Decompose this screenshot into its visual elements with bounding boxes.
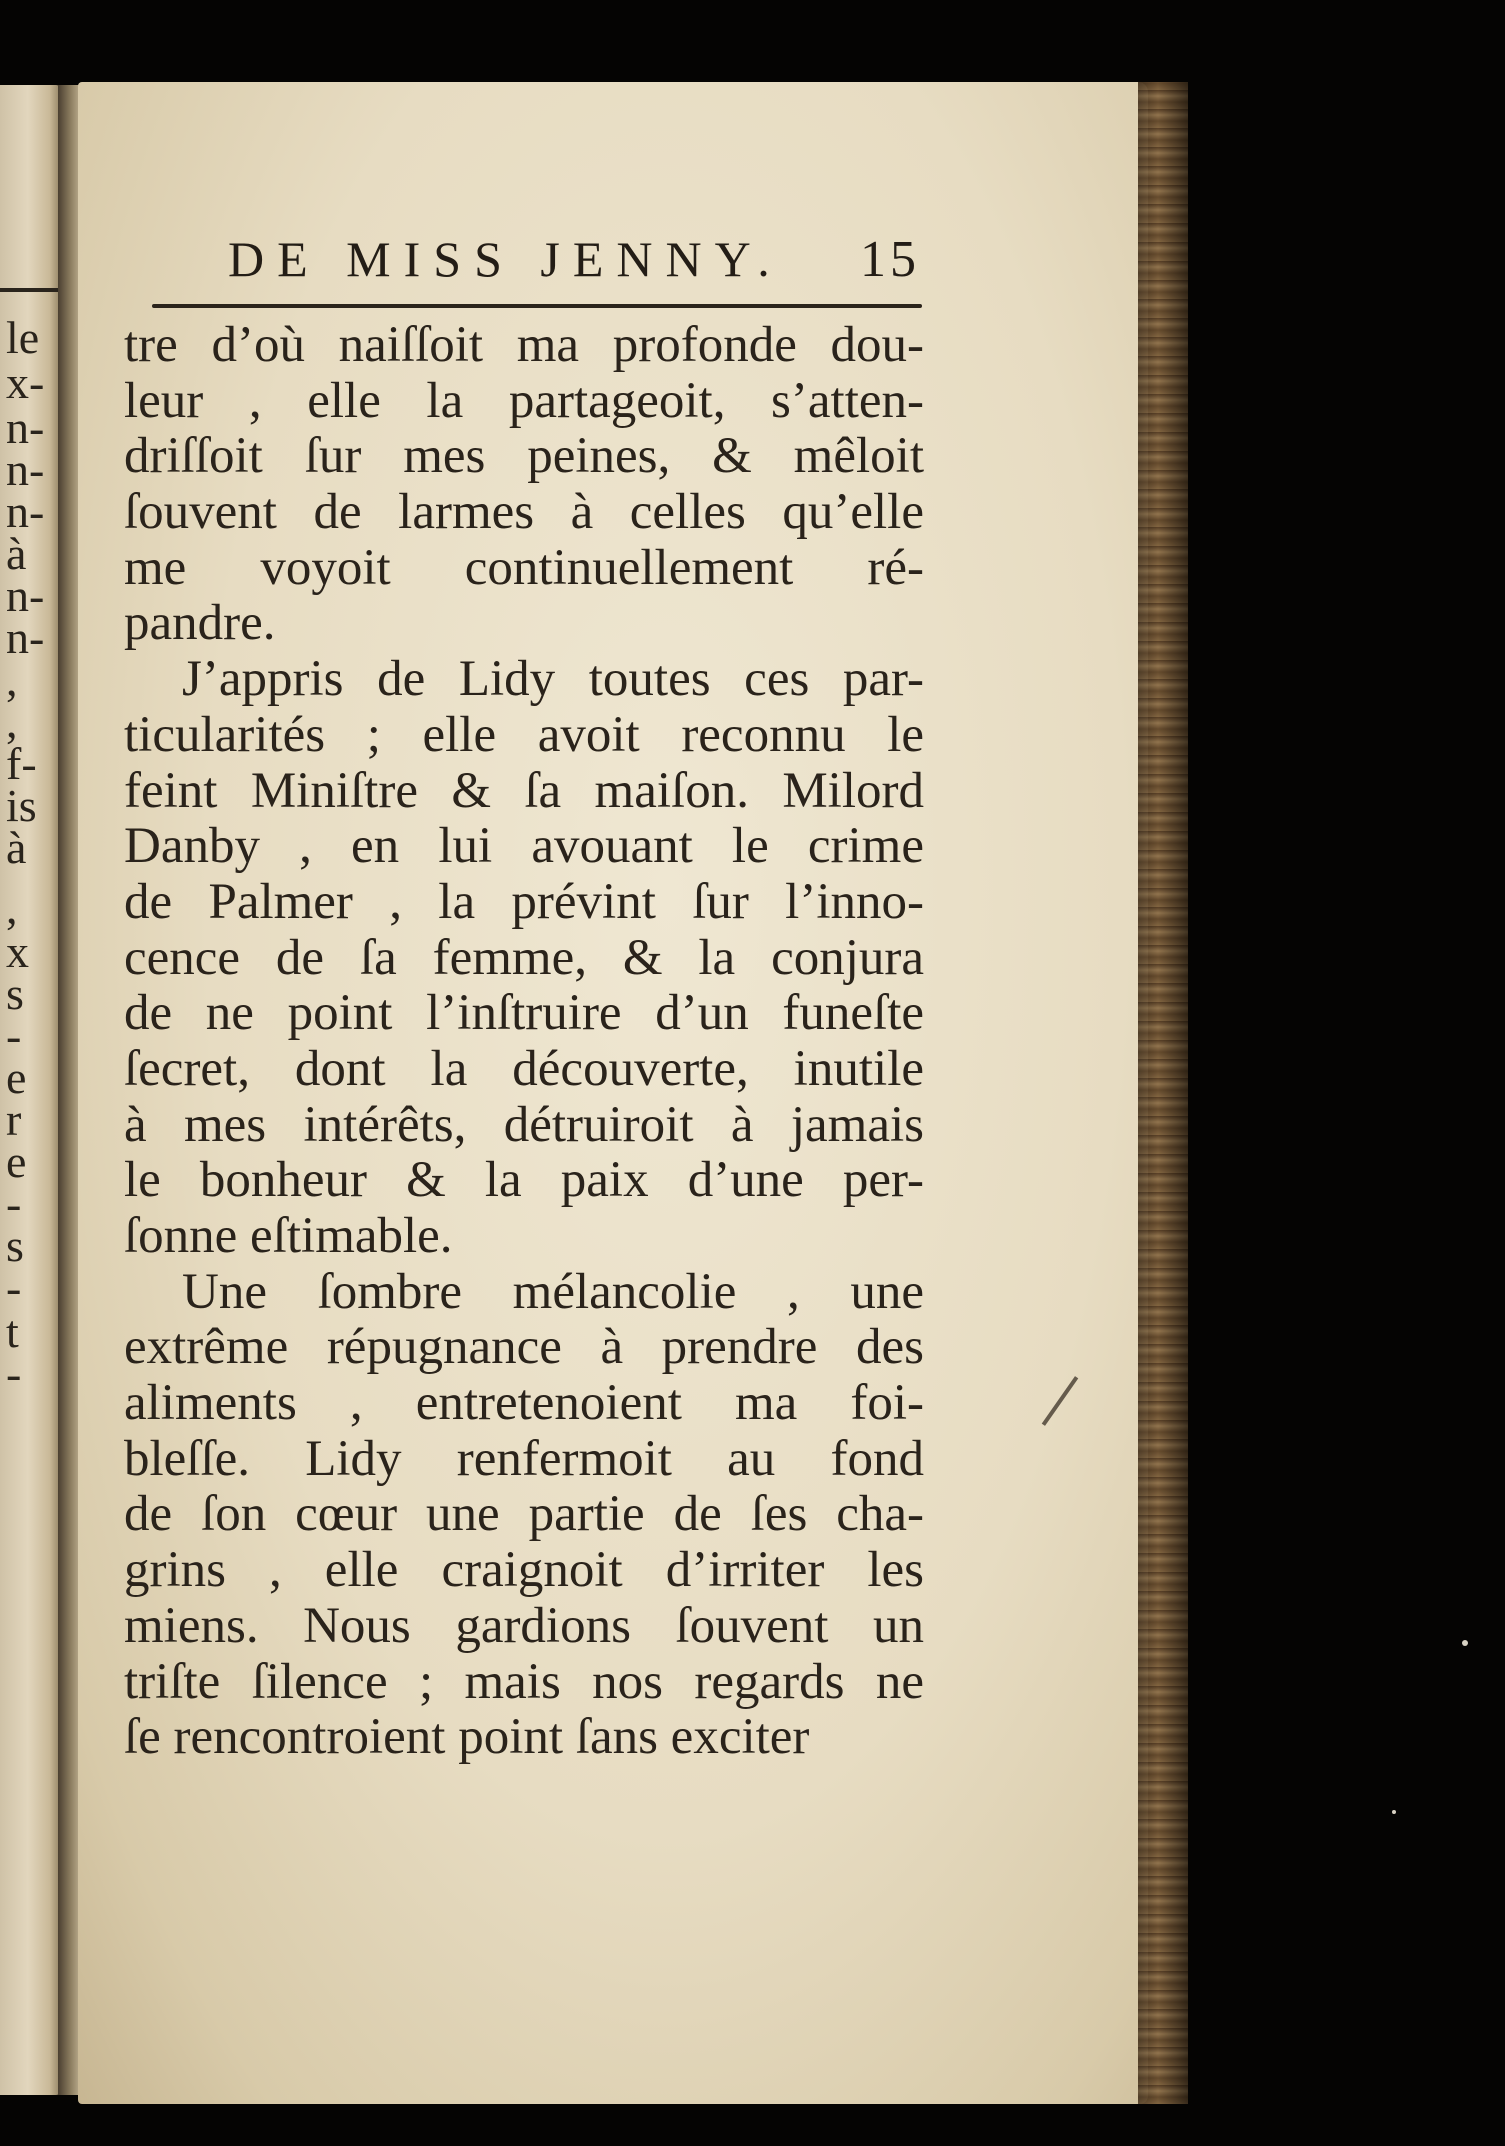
text-line: grins , elle craignoit d’irriter les	[124, 1542, 924, 1599]
text-line: pandre.	[124, 595, 276, 652]
text-line: ſonne eſtimable.	[124, 1208, 453, 1264]
facing-page-fragment: is	[6, 780, 37, 831]
text-line: de Palmer , la prévint ſur l’inno-	[124, 873, 924, 930]
text-line: cence de ſa femme, & la conjura	[124, 929, 924, 986]
facing-page-fragment: -	[6, 1010, 22, 1061]
dust-speck	[1462, 1640, 1468, 1646]
facing-page-fragment: x-	[6, 357, 45, 408]
body-text	[124, 318, 924, 1766]
text-line: tre d’où naiſſoit ma profonde dou-	[124, 317, 924, 373]
facing-page-fragment: n-	[6, 570, 45, 621]
text-line: ſouvent de larmes à celles qu’elle	[124, 484, 924, 541]
dust-speck	[1392, 1810, 1396, 1814]
facing-page-fragment: t	[6, 1306, 19, 1357]
facing-page-fragment: r	[6, 1094, 22, 1145]
text-line: le bonheur & la paix d’une per-	[124, 1152, 924, 1209]
facing-page-fragment: ,	[6, 882, 18, 933]
facing-page-fragment: f-	[6, 738, 37, 789]
facing-page-fragment: n-	[6, 612, 45, 663]
facing-page-fragment: n-	[6, 402, 45, 453]
text-line: leur , elle la partageoit, s’atten-	[124, 372, 924, 429]
text-line: feint Miniſtre & ſa maiſon. Milord	[124, 762, 924, 819]
text-line: à mes intérêts, détruiroit à jamais	[124, 1096, 924, 1153]
facing-page-rule	[0, 288, 62, 292]
text-line: me voyoit continuellement ré-	[124, 539, 924, 596]
text-line: aliments , entretenoient ma foi-	[124, 1375, 924, 1432]
text-line: ſe rencontroient point ſans exciter	[124, 1709, 810, 1766]
running-title: DE MISS JENNY.	[228, 231, 783, 287]
text-line: de ſon cœur une partie de ſes cha-	[124, 1486, 924, 1543]
facing-page-fragment: e	[6, 1136, 27, 1187]
text-line: J’appris de Lidy toutes ces par-	[182, 651, 924, 708]
running-head	[228, 230, 928, 290]
facing-page-fragment: -	[6, 1262, 22, 1313]
facing-page-fragment: s	[6, 968, 24, 1019]
facing-page-fragment: -	[6, 1348, 22, 1399]
facing-page-fragment: à	[6, 528, 27, 579]
text-line: ticularités ; elle avoit reconnu le	[124, 706, 924, 763]
facing-page-fragment: e	[6, 1052, 27, 1103]
facing-page-fragment: -	[6, 1178, 22, 1229]
text-line: Danby , en lui avouant le crime	[124, 818, 924, 875]
facing-page-fragment: le	[6, 312, 40, 363]
text-line: driſſoit ſur mes peines, & mêloit	[124, 428, 924, 485]
page-number: 15	[860, 231, 920, 288]
facing-page-fragment: à	[6, 822, 27, 873]
facing-page-fragment: ,	[6, 696, 18, 747]
facing-page-edge	[0, 85, 62, 2095]
facing-page-fragment: s	[6, 1220, 24, 1271]
text-line: bleſſe. Lidy renfermoit au fond	[124, 1430, 924, 1487]
text-line: ſecret, dont la découverte, inutile	[124, 1040, 924, 1097]
text-line: Une ſombre mélancolie , une	[182, 1263, 924, 1320]
header-rule	[152, 304, 922, 308]
text-line: de ne point l’inſtruire d’un funeſte	[124, 985, 924, 1042]
book-cover-edge	[1138, 82, 1188, 2104]
text-line: extrême répugnance à prendre des	[124, 1319, 924, 1376]
text-line: miens. Nous gardions ſouvent un	[124, 1597, 924, 1654]
facing-page-fragment: n-	[6, 486, 45, 537]
facing-page-fragment: n-	[6, 444, 45, 495]
facing-page-fragment: x	[6, 926, 29, 977]
facing-page-fragment: ,	[6, 654, 18, 705]
text-line: triſte ſilence ; mais nos regards ne	[124, 1653, 924, 1710]
